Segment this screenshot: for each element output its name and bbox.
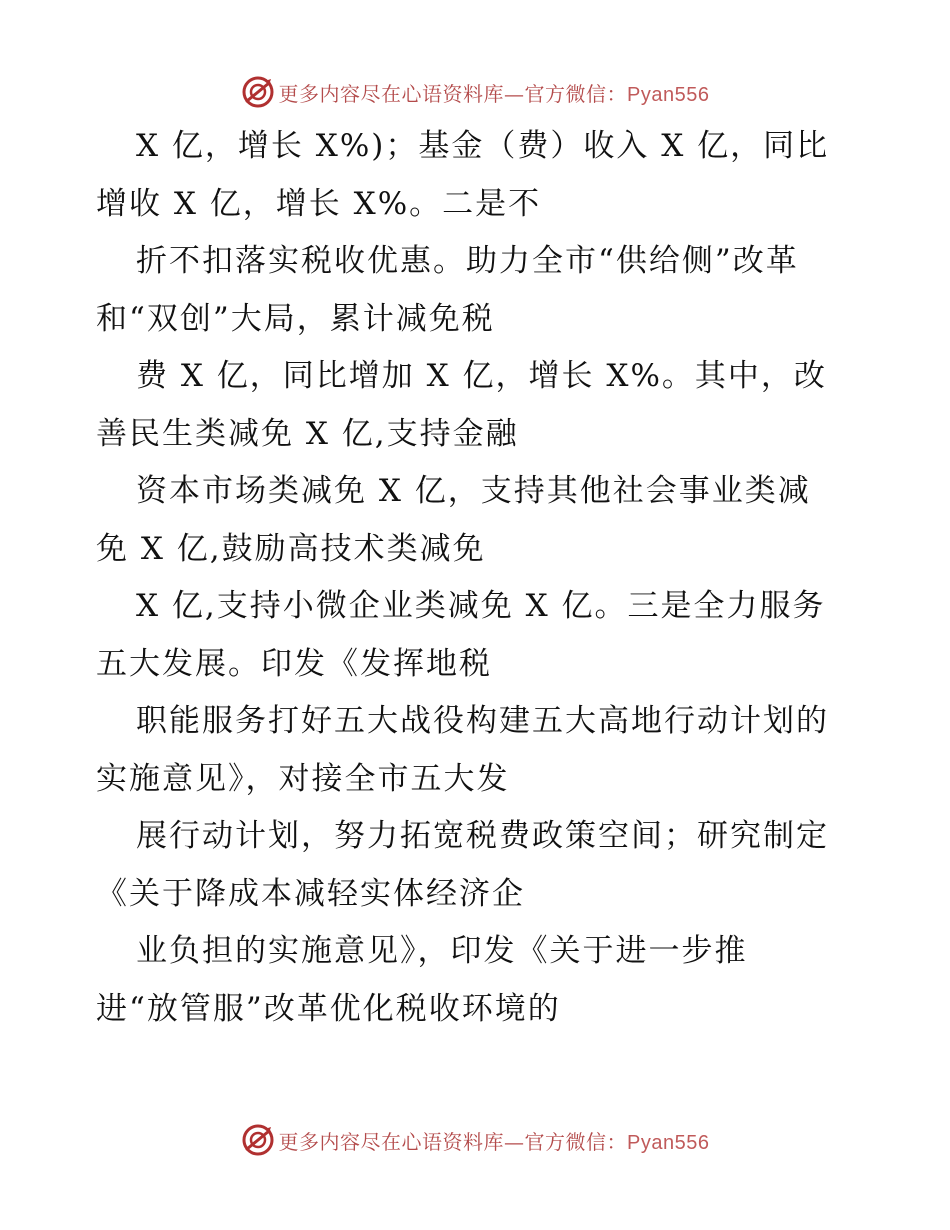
body-line: 职能服务打好五大战役构建五大高地行动计划的 xyxy=(136,703,829,739)
header-banner xyxy=(0,72,950,112)
footer-banner-text: 更多内容尽在心语资料库—官方微信：Pyan556 xyxy=(278,1129,710,1154)
body-line: 资本市场类减免 X 亿，支持其他社会事业类减 xyxy=(136,473,811,509)
body-line: 进“放管服”改革优化税收环境的 xyxy=(96,990,561,1027)
body-line: 《关于降成本减轻实体经济企 xyxy=(96,875,525,912)
body-line: X 亿，增长 X%)；基金（费）收入 X 亿，同比 xyxy=(136,128,830,164)
footer-wechat-id: Pyan556 xyxy=(627,1131,710,1154)
body-line: 增收 X 亿，增长 X%。二是不 xyxy=(96,185,542,222)
body-line: 实施意见》，对接全市五大发 xyxy=(96,760,510,797)
body-line: 免 X 亿,鼓励高技术类减免 xyxy=(96,530,486,567)
header-wechat-id: Pyan556 xyxy=(627,83,710,106)
body-line: 展行动计划，努力拓宽税费政策空间；研究制定 xyxy=(136,818,829,854)
body-line: 业负担的实施意见》，印发《关于进一步推 xyxy=(136,933,748,969)
body-line: 和“双创”大局，累计减免税 xyxy=(96,300,495,337)
document-body xyxy=(96,118,866,1038)
header-banner-text: 更多内容尽在心语资料库—官方微信：Pyan556 xyxy=(278,81,710,106)
body-line: 折不扣落实税收优惠。助力全市“供给侧”改革 xyxy=(136,243,799,279)
body-line: X 亿,支持小微企业类减免 X 亿。三是全力服务 xyxy=(136,588,826,624)
logo-icon xyxy=(241,75,275,109)
body-line: 费 X 亿，同比增加 X 亿，增长 X%。其中，改 xyxy=(136,358,827,394)
footer-banner xyxy=(0,1120,950,1160)
body-line: 善民生类减免 X 亿,支持金融 xyxy=(96,415,519,452)
body-line: 五大发展。印发《发挥地税 xyxy=(96,645,492,682)
logo-icon xyxy=(241,1123,275,1157)
